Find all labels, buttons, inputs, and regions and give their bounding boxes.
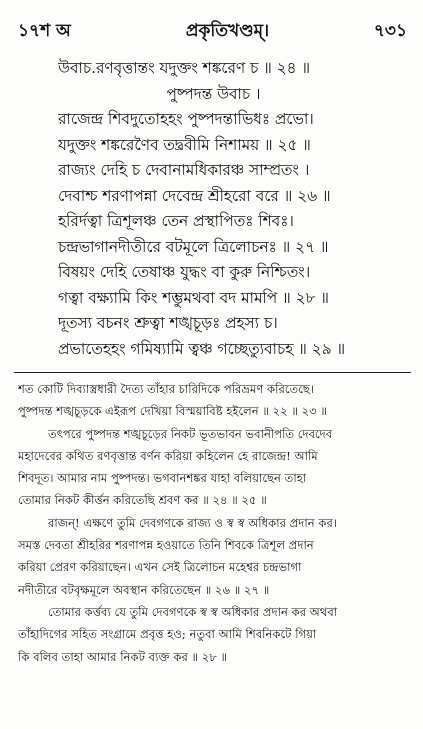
- prose-line: মহাদেবের কথিত রণবৃত্তান্ত বর্ণন করিয়া কহিলেন হে রাজেন্দ্র! আমি: [18, 448, 318, 463]
- verse-speaker-line: পুষ্পদন্ত উবাচ ।: [166, 84, 261, 103]
- prose-line: পুষ্পদন্ত শঙ্খচূড়কে এইরূপ দেখিয়া বিস্ময়াবিষ্ট হইলেন ॥ ২২ ॥ ২৩ ॥: [18, 404, 327, 419]
- verse-line: যদুক্তং শঙ্করেণৈব তদ্ব্রবীমি নিশাময় ॥ ২৫ ॥: [58, 135, 311, 154]
- section-divider: [14, 372, 411, 373]
- page-number: ৭৩১: [373, 21, 407, 41]
- prose-line: শত কোটি দিব্যাস্ত্রধারী দৈত্য তাঁহার চারিদিকে পরিভ্রমণ করিতেছে।: [18, 382, 315, 396]
- verse-line: দেবাশ্চ শরণাপন্না দেবেন্দ্র শ্রীহরো বরে ॥ ২৬ ॥: [58, 186, 331, 205]
- page-header: [18, 18, 407, 46]
- sanskrit-verses: [58, 56, 407, 362]
- verse-line: রাজেন্দ্র শিবদুতোহহং পুষ্পদন্তাভিধঃ প্রভো।: [58, 110, 314, 128]
- prose-line: কি বলিব তাহা আমার নিকট ব্যক্ত কর ॥ ২৮ ॥: [18, 649, 228, 664]
- verse-line: উবাচ.রণবৃত্তান্তং যদুক্তং শঙ্করেণ চ ॥ ২৪ ॥: [58, 59, 310, 77]
- prose-line: সমস্ত দেবতা শ্রীহরির শরণাপন্ন হওয়াতে তিনি শিবকে ত্রিশূল প্রদান: [18, 538, 314, 553]
- chapter-label: ১৭শ অ: [18, 21, 71, 41]
- prose-line: তোমার নিকট কীর্ত্তন করিতেছি শ্রবণ কর ॥ ২৪ ॥ ২৫ ॥: [18, 493, 267, 508]
- verse-line: প্রভাতেহহং গমিষ্যামি ত্বঞ্চ গচ্ছেত্যুবাচহ ॥ ২৯ ॥: [58, 339, 346, 358]
- bengali-translation: [18, 378, 411, 668]
- verse-line: বিষয়ং দেহি তেষাঞ্চ যুদ্ধং বা কুরু নিশ্চিতং।: [58, 263, 311, 281]
- prose-line: তাঁহাদিগের সহিত সংগ্রামে প্রবৃত্ত হও; নতুবা আমি শিবনিকটে গিয়া: [18, 627, 317, 642]
- verse-line: দূতস্য বচনং শ্রুত্বা শঙ্খচূড়ঃ প্রহস্য চ।: [58, 314, 278, 332]
- verse-line: চন্দ্রভাগানদীতীরে বটমূলে ত্রিলোচনঃ ॥ ২৭ ॥: [58, 237, 329, 256]
- prose-line: করিয়া প্রেরণ করিয়াছেন। এখন সেই ত্রিলোচন মহেশ্বর চন্দ্রভাগা: [18, 560, 302, 575]
- prose-line: শিবদূত। আমার নাম পুষ্পদন্ত। ভগবানশঙ্কর যাহা বলিয়াছেন তাহা: [18, 471, 307, 486]
- prose-line: রাজন্! এক্ষণে তুমি দেবগণকে রাজ্য ও স্ব স্ব অধিকার প্রদান কর।: [48, 515, 337, 530]
- page-title: প্রকৃতিখণ্ডম্।: [185, 21, 270, 41]
- prose-line: তোমার কর্ত্তব্য যে তুমি দেবগণকে স্ব স্ব অধিকার প্রদান কর অথবা: [48, 604, 338, 619]
- prose-line: নদীতীরে বটবৃক্ষমূলে অবস্থান করিতেছেন ॥ ২৬ ॥ ২৭ ॥: [18, 582, 270, 597]
- verse-line: রাজ্যং দেহি চ দেবানামধিকারঞ্চ সাম্প্রতং ।: [58, 161, 310, 179]
- verse-line: গত্বা বক্ষ্যামি কিং শম্ভুমথবা বদ মামপি ॥ ২৮ ॥: [58, 288, 329, 307]
- prose-line: তৎপরে পুষ্পদন্ত শঙ্খচূড়ের নিকট ভূতভাবন ভবানীপতি দেবদেব: [48, 426, 333, 441]
- verse-line: হরির্দত্বা ত্রিশূলঞ্চ তেন প্রস্থাপিতঃ শিবঃ।: [58, 212, 294, 230]
